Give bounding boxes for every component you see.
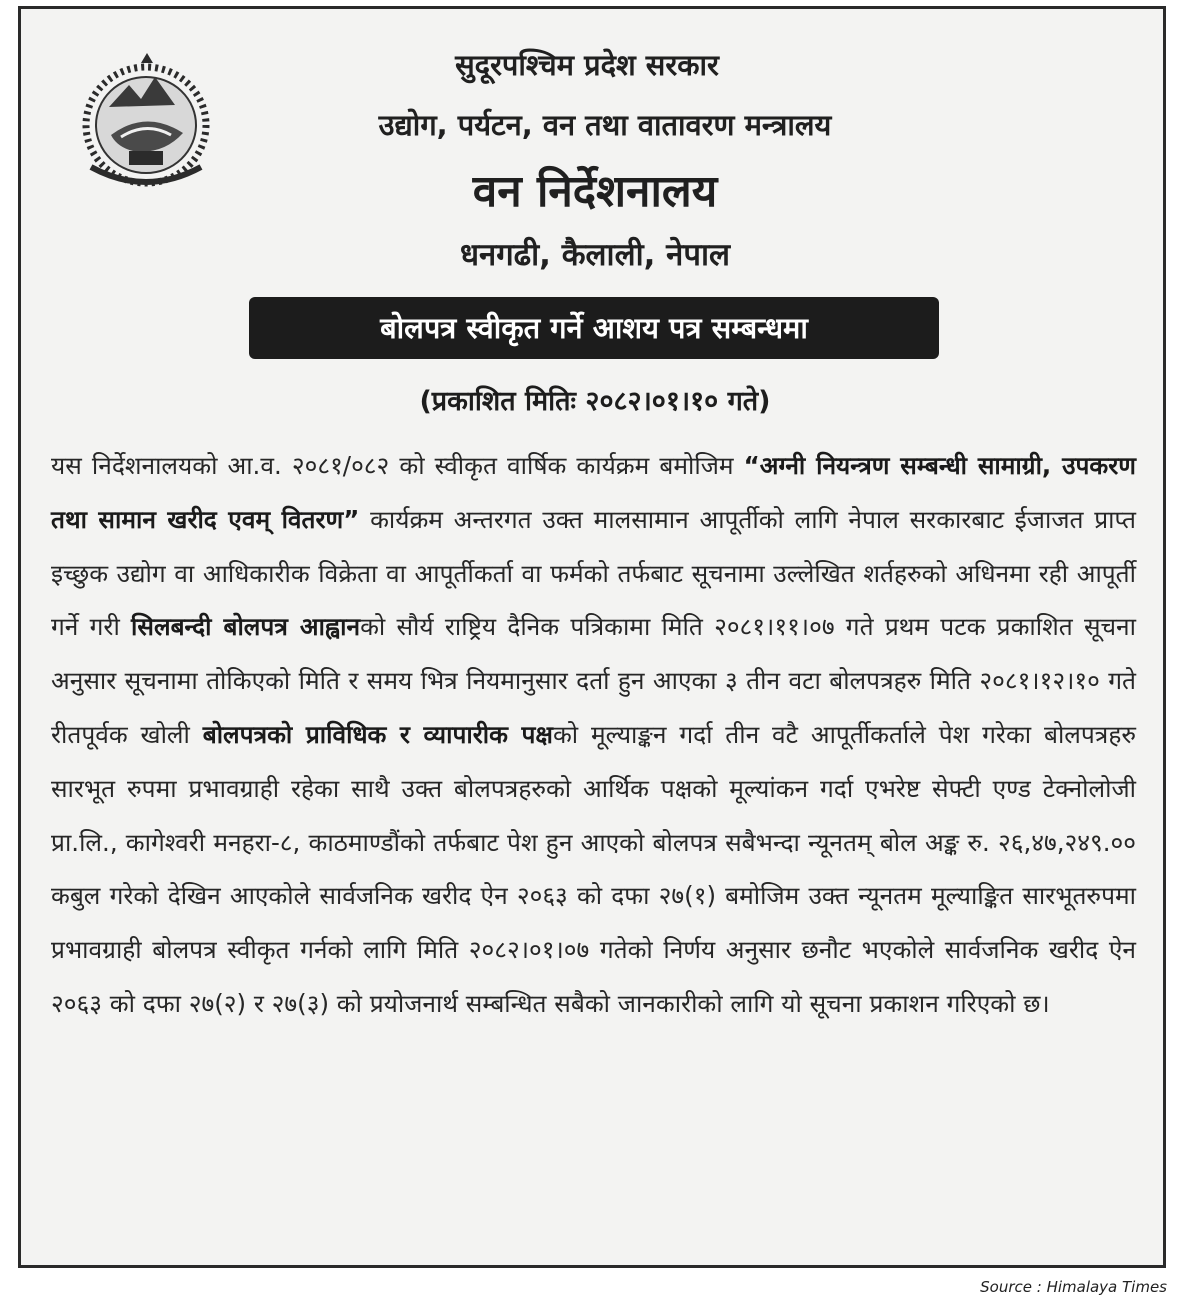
body-text-part: को मूल्याङ्कन गर्दा तीन वटै आपूर्तीकर्ताले पेश गरेका बोलपत्रहरु सारभूत रुपमा प्रभावग्राही रहेका साथै उक्त बोलपत्रहरुको आर्थिक पक्षको मूल्यांकन गर्दा एभरेष्ट सेफ्टी एण्ड टेक्नोलोजी प्रा.लि., कागेश्वरी मनहरा-८, काठमाण्डौंको तर्फबाट पेश हुन आएको बोलपत्र सबैभन्दा न्यूनतम् बोल अङ्क रु. २६,४७,२४९.०० कबुल गरेको देखिन आएकोले सार्वजनिक खरीद ऐन २०६३ को दफा २७(१) बमोजिम उक्त न्यूनतम मूल्याङ्कित सारभूतरुपमा प्रभावग्राही बोलपत्र स्वीकृत गर्नको लागि मिति २०८२।०१।०७ गतेको निर्णय अनुसार छनौट भएकोले सार्वजनिक खरीद ऐन २०६३ को दफा २७(२) र २७(३) को प्रयोजनार्थ सम्बन्धित सबैको जानकारीको लागि यो सूचना प्रकाशन गरिएको छ। — [51, 719, 1136, 1018]
directorate-name: वन निर्देशनालय — [472, 166, 718, 217]
ministry-name: उद्योग, पर्यटन, वन तथा वातावरण मन्त्रालय — [378, 108, 832, 142]
notice-body — [51, 439, 1136, 1031]
body-text-part: यस निर्देशनालयको आ.व. २०८१/०८२ को स्वीकृत वार्षिक कार्यक्रम बमोजिम — [51, 451, 744, 480]
publication-date: (प्रकाशित मितिः २०८२।०१।१० गते) — [419, 386, 771, 417]
program-name: “अग्नी नियन्त्रण सम्बन्धी सामाग्री, उपकरण तथा सामान खरीद एवम् वितरण” — [51, 451, 1136, 534]
notice-subject: बोलपत्र स्वीकृत गर्ने आशय पत्र सम्बन्धमा — [249, 297, 939, 359]
body-text-part: कार्यक्रम अन्तरगत उक्त मालसामान आपूर्तीको लागि नेपाल सरकारबाट ईजाजत प्राप्त इच्छुक उद्योग वा आधिकारीक विक्रेता वा आपूर्तीकर्ता वा फर्मको तर्फबाट सूचनामा उल्लेखित शर्तहरुको अधिनमा रही आपूर्ती गर्ने गरी — [51, 504, 1136, 642]
office-address: धनगढी, कैलाली, नेपाल — [459, 237, 731, 273]
source-credit: Source : Himalaya Times — [980, 1278, 1167, 1296]
evaluation-phrase: बोलपत्रको प्राविधिक र व्यापारीक पक्ष — [202, 719, 553, 749]
bid-call-phrase: सिलबन्दी बोलपत्र आह्वान — [131, 612, 361, 642]
body-text-part: को सौर्य राष्ट्रिय दैनिक पत्रिकामा मिति २०८१।११।०७ गते प्रथम पटक प्रकाशित सूचना अनुसार सूचनामा तोकिएको मिति र समय भित्र नियमानुसार दर्ता हुन आएका ३ तीन वटा बोलपत्रहरु मिति २०८१।१२।१० गते रीतपूर्वक खोली — [51, 612, 1137, 749]
notice — [18, 6, 1166, 1268]
government-name: सुदूरपश्चिम प्रदेश सरकार — [455, 48, 719, 82]
